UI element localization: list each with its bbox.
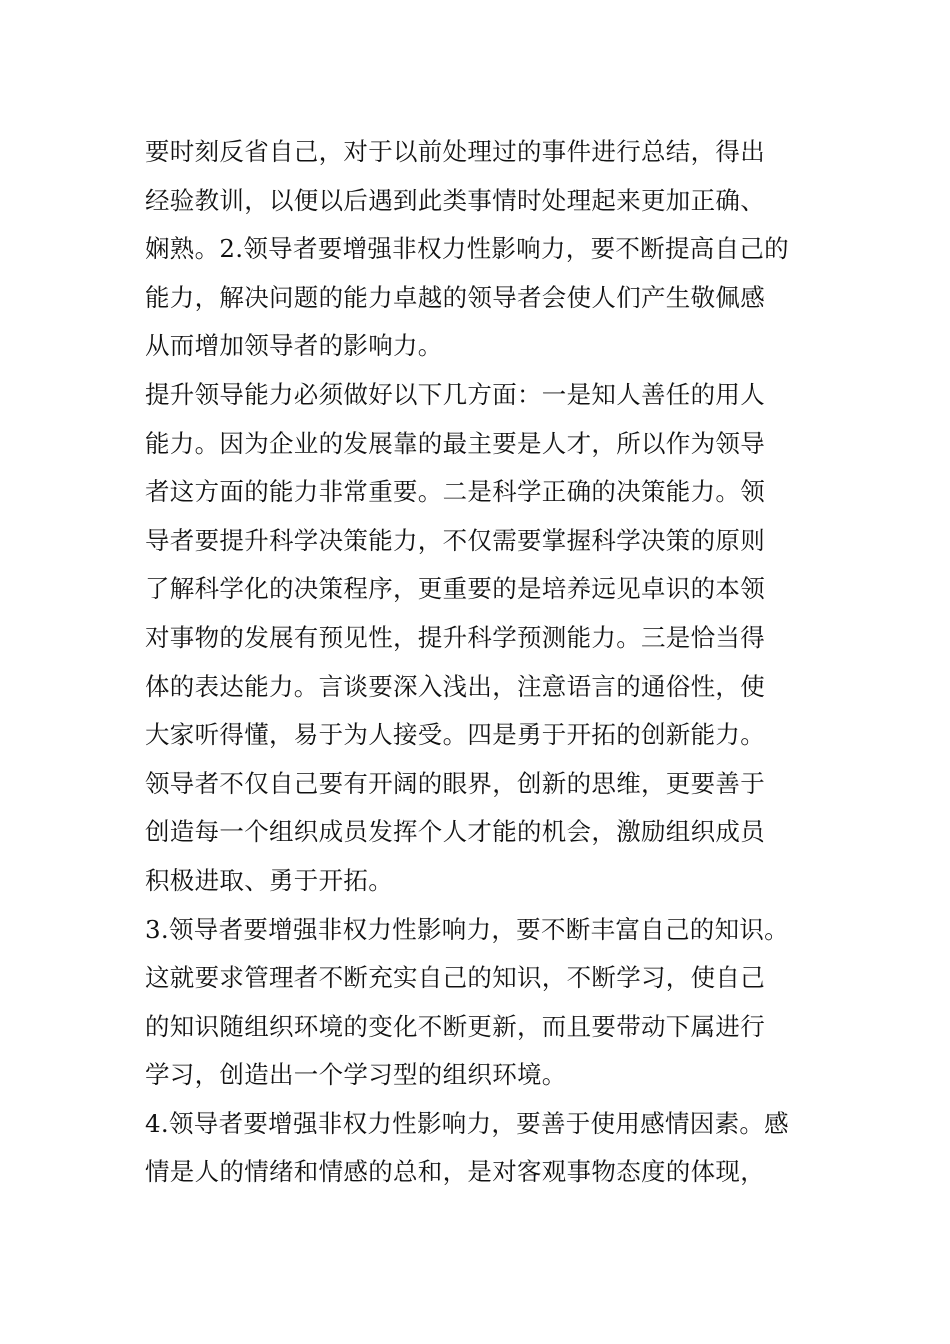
text-line: 对事物的发展有预见性，提升科学预测能力。三是恰当得: [145, 622, 765, 652]
text-line: 娴熟。2.领导者要增强非权力性影响力，要不断提高自己的: [145, 234, 789, 264]
text-line: 要时刻反省自己，对于以前处理过的事件进行总结，得出: [145, 137, 765, 166]
text-line: 大家听得懂，易于为人接受。四是勇于开拓的创新能力。: [145, 720, 765, 750]
text-line: 能力，解决问题的能力卓越的领导者会使人们产生敬佩感: [145, 282, 765, 312]
text-line: 3.领导者要增强非权力性影响力，要不断丰富自己的知识。: [145, 914, 789, 944]
text-line: 4.领导者要增强非权力性影响力，要善于使用感情因素。感: [145, 1108, 789, 1138]
text-line: 情是人的情绪和情感的总和，是对客观事物态度的体现，: [145, 1157, 765, 1187]
text-line: 创造每一个组织成员发挥个人才能的机会，激励组织成员: [145, 817, 765, 847]
text-line: 体的表达能力。言谈要深入浅出，注意语言的通俗性，使: [145, 671, 765, 701]
text-line: 学习，创造出一个学习型的组织环境。: [145, 1060, 567, 1090]
text-line: 提升领导能力必须做好以下几方面：一是知人善任的用人: [145, 379, 765, 409]
text-line: 的知识随组织环境的变化不断更新，而且要带动下属进行: [145, 1011, 765, 1041]
text-line: 从而增加领导者的影响力。: [145, 331, 443, 361]
text-line: 经验教训，以便以后遇到此类事情时处理起来更加正确、: [145, 185, 765, 215]
text-line: 能力。因为企业的发展靠的最主要是人才，所以作为领导: [145, 428, 765, 458]
text-line: 了解科学化的决策程序，更重要的是培养远见卓识的本领: [145, 574, 765, 604]
text-line: 积极进取、勇于开拓。: [145, 865, 393, 895]
body-text: [145, 128, 807, 1197]
text-line: 导者要提升科学决策能力，不仅需要掌握科学决策的原则: [145, 525, 765, 555]
text-line: 领导者不仅自己要有开阔的眼界，创新的思维，更要善于: [145, 768, 765, 798]
text-line: 这就要求管理者不断充实自己的知识，不断学习，使自己: [145, 963, 765, 993]
text-line: 者这方面的能力非常重要。二是科学正确的决策能力。领: [145, 477, 765, 507]
